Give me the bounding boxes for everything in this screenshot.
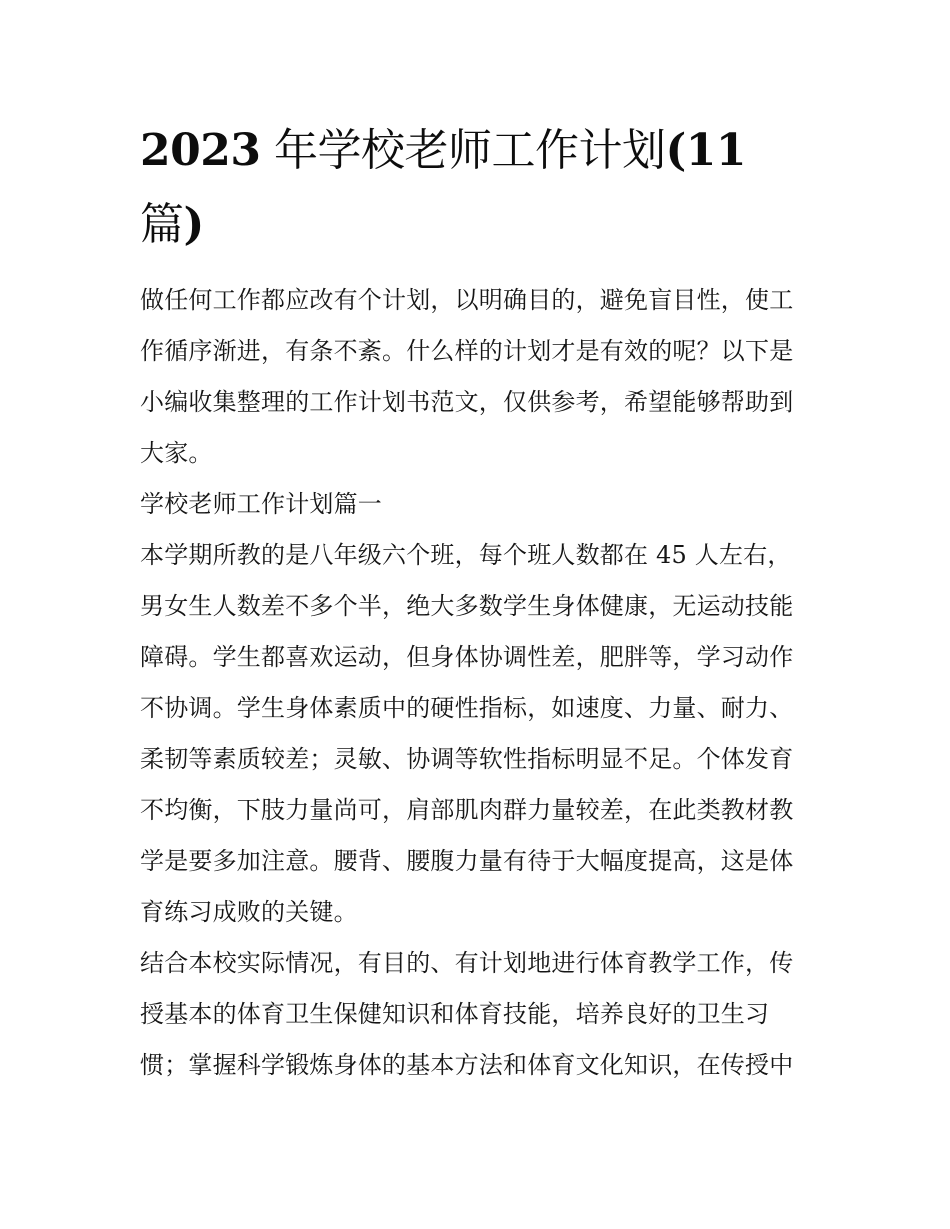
text-line: 授基本的体育卫生保健知识和体育技能，培养良好的卫生习 [140,1000,770,1028]
section-heading [140,479,814,530]
title-line-2: 篇) [140,199,204,250]
text-line: 做任何工作都应改有个计划，以明确目的，避免盲目性，使工 [140,286,794,314]
text-line: 结合本校实际情况，有目的、有计划地进行体育教学工作，传 [140,949,794,977]
text-line: 学是要多加注意。腰背、腰腹力量有待于大幅度提高，这是体 [140,847,794,875]
text-line: 柔韧等素质较差；灵敏、协调等软性指标明显不足。个体发育 [140,745,794,773]
text-line: 障碍。学生都喜欢运动，但身体协调性差，肥胖等，学习动作 [140,643,794,671]
text-line: 惯；掌握科学锻炼身体的基本方法和体育文化知识，在传授中 [140,1051,794,1079]
text-line: 小编收集整理的工作计划书范文，仅供参考，希望能够帮助到 [140,388,794,416]
text-line: 本学期所教的是八年级六个班，每个班人数都在 45 人左右， [140,541,792,569]
text-line: 作循序渐进，有条不紊。什么样的计划才是有效的呢？以下是 [140,337,794,365]
text-line: 育练习成败的关键。 [140,898,358,926]
text-line: 大家。 [140,439,213,467]
document-body [140,275,814,1091]
title-line-1: 2023 年学校老师工作计划(11 [140,125,747,176]
situation-paragraph [140,530,814,938]
intro-paragraph [140,275,814,479]
text-line: 男女生人数差不多个半，绝大多数学生身体健康，无运动技能 [140,592,794,620]
text-line: 学校老师工作计划篇一 [140,490,382,518]
document-title [140,114,820,262]
text-line: 不协调。学生身体素质中的硬性指标，如速度、力量、耐力、 [140,694,794,722]
goals-paragraph [140,938,814,1091]
text-line: 不均衡，下肢力量尚可，肩部肌肉群力量较差，在此类教材教 [140,796,794,824]
